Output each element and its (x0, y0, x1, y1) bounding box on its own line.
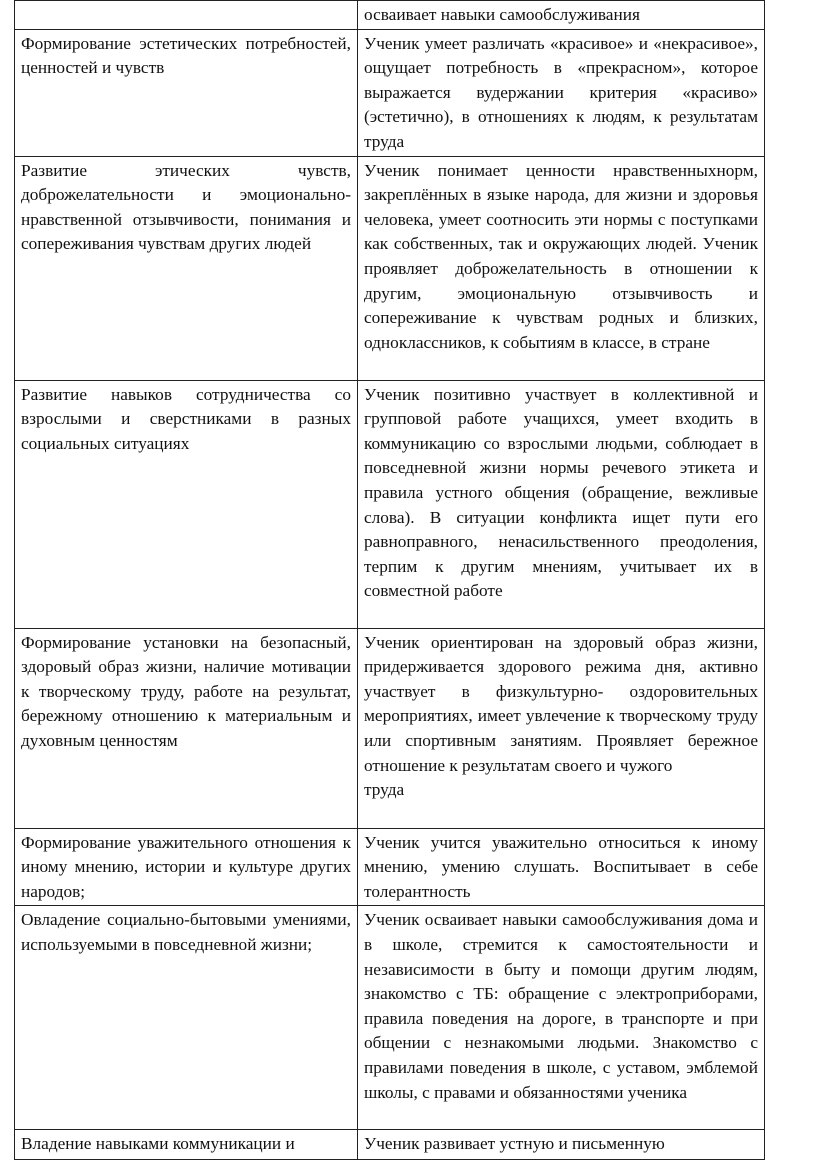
table-row (15, 628, 765, 828)
table-row (15, 1130, 765, 1160)
row-8-goal: Владение навыками коммуникации и (15, 1130, 358, 1160)
row-2-result: Ученик умеет различать «красивое» и «некрасивое», ощущает потребность в «прекрасном», которое выражается вудержании критерия «красиво» (эстетично), в отношениях к людям, к результатам труда (358, 29, 765, 156)
table-row (15, 906, 765, 1130)
row-3-result: Ученик понимает ценности нравственныхнорм, закреплённых в языке народа, для жизни и здоровья человека, умеет соотносить эти нормы с поступками как собственных, так и окружающих людей. Ученик проявляет доброжелательность в отношении к другим, эмоциональную отзывчивость и сопереживание к чувствам родных и близких, одноклассников, к событиям в классе, в стране (358, 156, 765, 380)
row-4-goal: Развитие навыков сотрудничества со взрослыми и сверстниками в разных социальных ситуациях (15, 380, 358, 628)
row-2-goal: Формирование эстетических потребностей, ценностей и чувств (15, 29, 358, 156)
row-5-result-tail: труда (364, 780, 405, 800)
table-row (15, 156, 765, 380)
table-row (15, 29, 765, 156)
row-1-goal (15, 1, 358, 30)
table-row (15, 380, 765, 628)
row-8-result: Ученик развивает устную и письменную (358, 1130, 765, 1160)
row-3-goal: Развитие этических чувств, доброжелательности и эмоционально-нравственной отзывчивости, понимания и сопереживания чувствам других людей (15, 156, 358, 380)
row-5-goal: Формирование установки на безопасный, здоровый образ жизни, наличие мотивации к творческому труду, работе на результат, бережному отношению к материальным и духовным ценностям (15, 628, 358, 828)
row-7-result: Ученик осваивает навыки самообслуживания дома и в школе, стремится к самостоятельности и независимости в быту и помощи другим людям, знакомство с ТБ: обращение с электроприборами, правила поведения на дороге, в транспорте и при общении с незнакомыми людьми. Знакомство с правилами поведения в школе, с уставом, эмблемой школы, с правами и обязанностями ученика (358, 906, 765, 1130)
row-5-result-text: Ученик ориентирован на здоровый образ жизни, придерживается здорового режима дня, активно участвует в физкультурно- оздоровительных мероприятиях, имеет увлечение к творческому труду или спортивным занятиям. Проявляет бережное отношение к результатам своего и чужого (364, 632, 758, 775)
row-4-result: Ученик позитивно участвует в коллективной и групповой работе учащихся, умеет входить в коммуникацию со взрослыми людьми, соблюдает в повседневной жизни нормы речевого этикета и правила устного общения (обращение, вежливые слова). В ситуации конфликта ищет пути его равноправного, ненасильственного преодоления, терпим к другим мнениям, учитывает их в совместной работе (358, 380, 765, 628)
row-5-result (358, 628, 765, 828)
document-page (14, 0, 764, 1160)
table-row (15, 1, 765, 30)
row-1-result: осваивает навыки самообслуживания (358, 1, 765, 30)
results-table (14, 0, 765, 1160)
row-6-result: Ученик учится уважительно относиться к иному мнению, умению слушать. Воспитывает в себе толерантность (358, 828, 765, 906)
table-row (15, 828, 765, 906)
row-6-goal: Формирование уважительного отношения к иному мнению, истории и культуре других народов; (15, 828, 358, 906)
row-7-goal: Овладение социально-бытовыми умениями, используемыми в повседневной жизни; (15, 906, 358, 1130)
